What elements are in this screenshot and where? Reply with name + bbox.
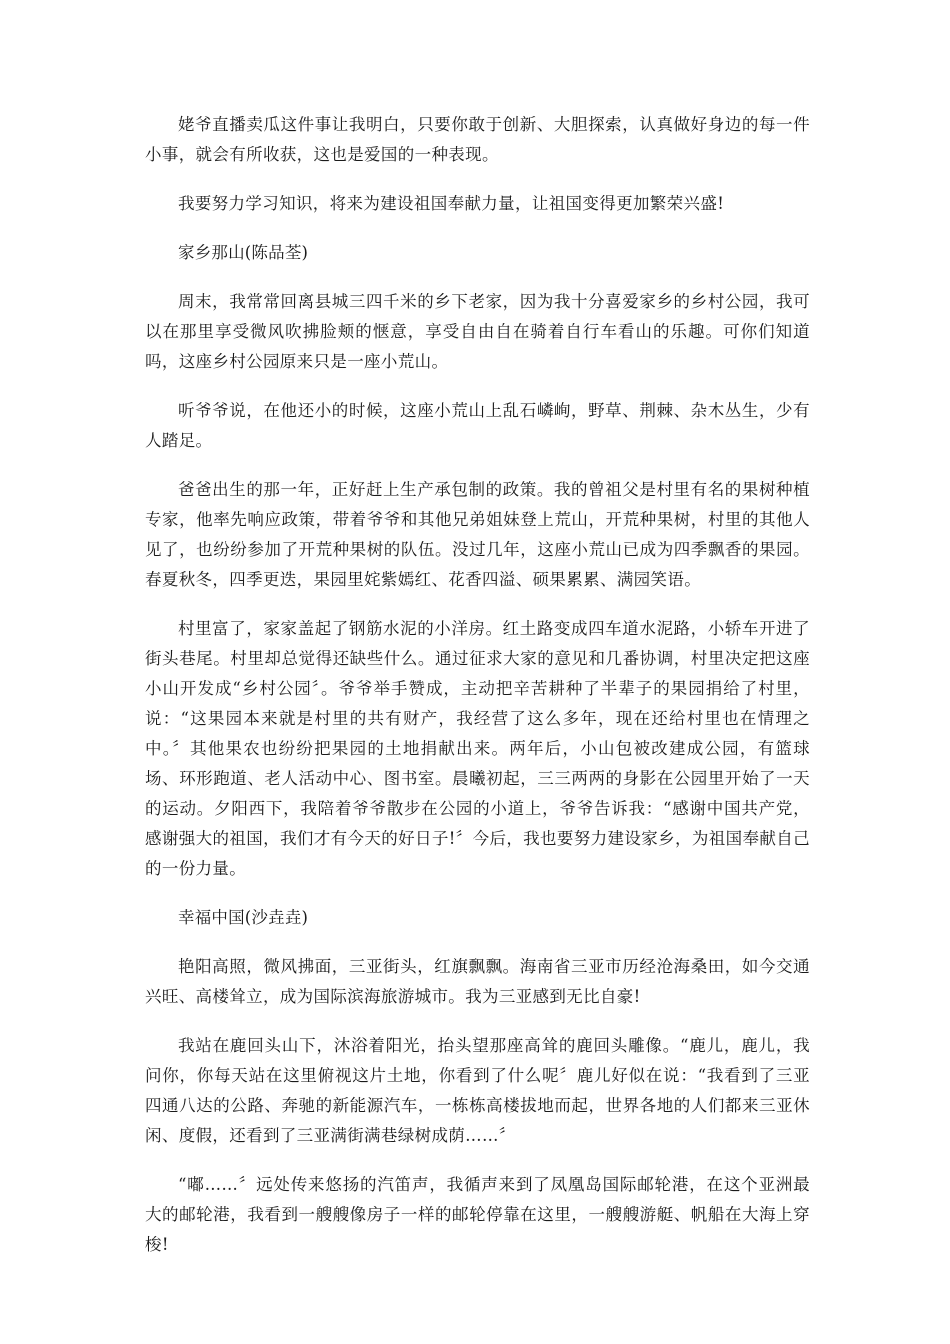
paragraph: 我站在鹿回头山下，沐浴着阳光，抬头望那座高耸的鹿回头雕像。“鹿儿，鹿儿，我问你，你每天站在这里俯视这片土地，你看到了什么呢〞鹿儿好似在说：“我看到了三亚四通八达的公路、奔驰的新能源汽车，一栋栋高楼拔地而起，世界各地的人们都来三亚休闲、度假，还看到了三亚满街满巷绿树成荫……〞 xyxy=(145,1036,810,1145)
section-title: 幸福中国(沙垚垚) xyxy=(178,908,309,927)
paragraph: 爸爸出生的那一年，正好赶上生产承包制的政策。我的曾祖父是村里有名的果树种植专家，他率先响应政策，带着爷爷和其他兄弟姐妹登上荒山，开荒种果树，村里的其他人见了，也纷纷参加了开荒种果树的队伍。没过几年，这座小荒山已成为四季飘香的果园。春夏秋冬，四季更迭，果园里姹紫嫣红、花香四溢、硕果累累、满园笑语。 xyxy=(145,480,810,589)
paragraph: 艳阳高照，微风拂面，三亚街头，红旗飘飘。海南省三亚市历经沧海桑田，如今交通兴旺、高楼耸立，成为国际滨海旅游城市。我为三亚感到无比自豪! xyxy=(145,957,810,1006)
paragraph: “嘟……〞远处传来悠扬的汽笛声，我循声来到了凤凰岛国际邮轮港，在这个亚洲最大的邮轮港，我看到一艘艘像房子一样的邮轮停靠在这里，一艘艘游艇、帆船在大海上穿梭! xyxy=(145,1175,810,1254)
section-title: 家乡那山(陈品荃) xyxy=(178,243,309,262)
paragraph: 姥爷直播卖瓜这件事让我明白，只要你敢于创新、大胆探索，认真做好身边的每一件小事，就会有所收获，这也是爱国的一种表现。 xyxy=(145,115,810,164)
paragraph: 周末，我常常回离县城三四千米的乡下老家，因为我十分喜爱家乡的乡村公园，我可以在那里享受微风吹拂脸颊的惬意，享受自由自在骑着自行车看山的乐趣。可你们知道吗，这座乡村公园原来只是一座小荒山。 xyxy=(145,292,810,371)
paragraph: 我要努力学习知识，将来为建设祖国奉献力量，让祖国变得更加繁荣兴盛! xyxy=(178,194,725,213)
paragraph: 村里富了，家家盖起了钢筋水泥的小洋房。红土路变成四车道水泥路，小轿车开进了街头巷尾。村里却总觉得还缺些什么。通过征求大家的意见和几番协调，村里决定把这座小山开发成“乡村公园〞。爷爷举手赞成，主动把辛苦耕种了半辈子的果园捐给了村里，说：“这果园本来就是村里的共有财产，我经营了这么多年，现在还给村里也在情理之中。〞其他果农也纷纷把果园的土地捐献出来。两年后，小山包被改建成公园，有篮球场、环形跑道、老人活动中心、图书室。晨曦初起，三三两两的身影在公园里开始了一天的运动。夕阳西下，我陪着爷爷散步在公园的小道上，爷爷告诉我：“感谢中国共产党，感谢强大的祖国，我们才有今天的好日子!〞今后，我也要努力建设家乡，为祖国奉献自己的一份力量。 xyxy=(145,619,810,878)
paragraph: 听爷爷说，在他还小的时候，这座小荒山上乱石嶙峋，野草、荆棘、杂木丛生，少有人踏足。 xyxy=(145,401,810,450)
document-page xyxy=(145,110,810,1279)
